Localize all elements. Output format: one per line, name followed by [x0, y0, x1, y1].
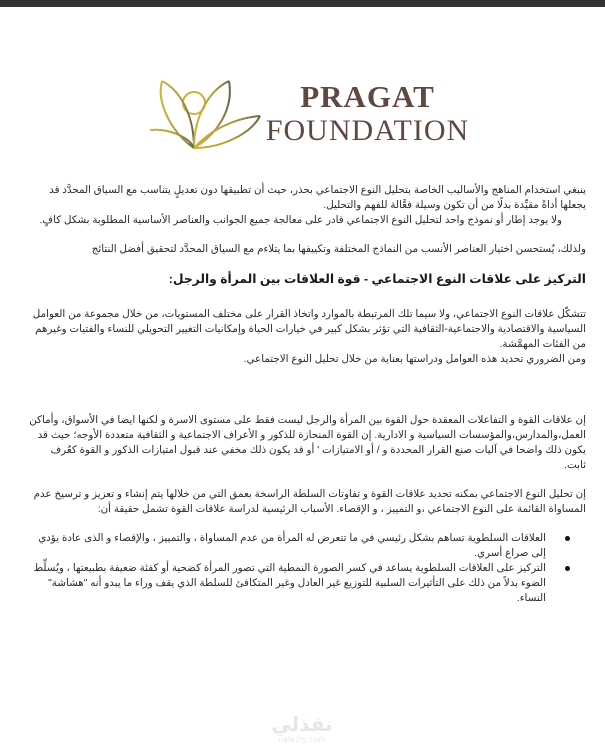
intro-paragraph-2: ولا يوجد إطار أو نموذج واحد لتحليل النوع الاجتماعي قادر على معالجة جميع الجوانب والعناصر الأساسية المطلوبة بشكل كافٍ. [39, 215, 562, 226]
section1-paragraph-1: تتشكّل علاقات النوع الاجتماعي، ولا سيما تلك المرتبطة بالموارد واتخاذ القرار على مختلف المستويات، من خلال مجموعة من العوامل السياسية والاقتصادية والاجتماعية-الثقافية التي تؤثر بشكل كبير في خيارات الحياة وإمكانيات التغيير التحويلي للنساء والفتيات وغيرهم من الفئات المهمَّشة. [32, 309, 586, 350]
bullet-icon [565, 536, 570, 541]
section1-paragraph-2: ومن الضروري تحديد هذه العوامل ودراستها بعناية من خلال تحليل النوع الاجتماعي. [243, 354, 586, 365]
watermark-latin: nafezly.com [278, 735, 326, 744]
bullet-text: العلاقات السلطوية تساهم بشكل رئيسي في ما تتعرض له المرأة من عدم المساواة ، والتمييز ، والإقصاء و الذى عادة يؤدي إلى صراع أسري. [38, 533, 546, 559]
bullet-text: التركيز على العلاقات السلطوية يساعد في كسر الصورة النمطية التي تصور المرأة كضحية أو كفئة ضعيفة بطبيعتها ، ويُسلِّط الضوء بدلاً من ذلك على التأثيرات السلبية للتوزيع غير العادل وغير المتكافئ للسلطة الذي يقف وراء ما يبدو أنه "هشاشة" النساء. [33, 563, 546, 604]
bullet-icon [565, 566, 570, 571]
brand-name [265, 80, 470, 148]
top-bar [0, 0, 605, 7]
bullet-list [28, 531, 586, 606]
bullet-item [28, 561, 556, 606]
pragat-foundation-logo [150, 40, 470, 150]
section-heading: التركيز على علاقات النوع الاجتماعي - قوة العلاقات بين المرأة والرجل: [168, 272, 586, 286]
nafezly-watermark [262, 715, 342, 745]
document-body [28, 183, 586, 606]
lotus-icon [150, 40, 265, 150]
brand-line-1: PRAGAT [300, 79, 435, 114]
watermark-arabic: نفذلي [271, 714, 333, 736]
section2-paragraph: إن علاقات القوة و التفاعلات المعقدة حول القوة بين المرأة والرجل ليست فقط على مستوى الاسرة و لكنها ايضا في الأسواق، وأماكن العمل،والمدارس،والمؤسسات السياسية و الادارية. إن القوة المنحازة للذكور و الأعراف الاجتماعية و الثقافية متعددة الأوجه؛ حيث قد يكون ذلك واضحا في آليات صنع القرار المحددة و / أو الامتيازات ' أو قد يكون ذلك مخفي عند قبول امتيازات الذكور و القوة كعُرف ثابت. [29, 415, 586, 471]
intro-paragraph-3: ولذلك، يُستحسن اختيار العناصر الأنسب من النماذج المختلفة وتكييفها بما يتلاءم مع السياق المحدَّد لتحقيق أفضل النتائج [91, 244, 586, 255]
bullet-item [28, 531, 556, 561]
brand-line-2: FOUNDATION [265, 114, 470, 147]
intro-paragraph-1: ينبغي استخدام المناهج والأساليب الخاصة بتحليل النوع الاجتماعي بحذر، حيث أن تطبيقها دون تعديلٍ يتناسب مع السياق المحدَّد قد يجعلها أداةً مقيِّدة بدلًا من أن تكون وسيلة فعَّالة للفهم والتحليل. [49, 185, 586, 211]
section3-paragraph: إن تحليل النوع الاجتماعي بمكنه تحديد علاقات القوة و تفاوتات السلطة الراسخة بعمق التي من خلالها يتم إنشاء و تعزيز و ترسيخ عدم المساواة القائمة على النوع الاجتماعي ،و التمييز ، و الإقصاء. الأسباب الرئيسية لدراسة علاقات القوة تشمل حقيقة أن: [33, 489, 586, 515]
